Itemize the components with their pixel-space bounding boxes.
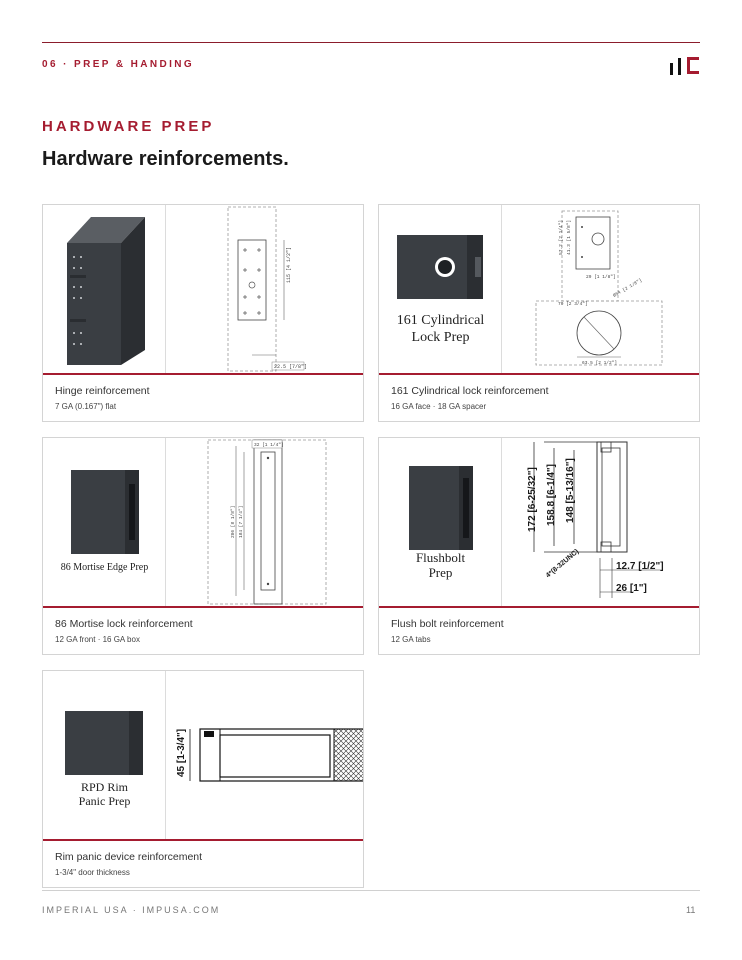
mortise-drawing [166, 438, 363, 606]
rim-panic-drawing [166, 671, 363, 839]
flushbolt-drawing [502, 438, 699, 606]
cyl-dim-2: 41.3 [1 5/8"] [567, 219, 572, 255]
eyebrow-heading: HARDWARE PREP [42, 118, 215, 135]
imperial-logo [669, 55, 701, 75]
hinge-drawing [166, 205, 363, 373]
page-number: 11 [686, 905, 696, 915]
flushbolt-dim-2: 158.8 [6-1/4"] [546, 464, 557, 526]
footer-rule [42, 890, 700, 891]
mortise-photo [43, 438, 166, 606]
page-title: Hardware reinforcements. [42, 148, 289, 170]
card-caption: Rim panic device reinforcement [55, 851, 203, 863]
caption-accent-bar [379, 606, 699, 608]
caption-accent-bar [43, 373, 363, 375]
rpd-dim-1: 45 [1-3/4"] [176, 728, 187, 777]
photo-label-line-1: RPD Rim [80, 780, 128, 794]
card-flushbolt-reinforcement [378, 437, 700, 655]
card-rim-panic-reinforcement [42, 670, 364, 888]
hinge-dim-width: 22.5 [7/8"] [274, 364, 308, 370]
caption-accent-bar [43, 606, 363, 608]
flushbolt-dim-3: 148 [5-13/16"] [565, 458, 576, 523]
mortise-dim-2: 206 [8 1/8"] [231, 505, 236, 538]
card-subcaption: 7 GA (0.167") flat [55, 402, 117, 411]
mortise-dim-3: 184 [7 1/4"] [239, 505, 244, 538]
footer-brand: IMPERIAL USA · IMPUSA.COM [42, 905, 221, 915]
flushbolt-photo [379, 438, 502, 606]
card-hinge-reinforcement [42, 204, 364, 422]
photo-label: 86 Mortise Edge Prep [60, 562, 149, 573]
photo-label-line-2: Panic Prep [78, 794, 131, 808]
card-cylindrical-reinforcement [378, 204, 700, 422]
cylindrical-drawing [502, 205, 699, 373]
card-mortise-reinforcement [42, 437, 364, 655]
section-label: 06 · PREP & HANDING [42, 59, 195, 70]
caption-accent-bar [43, 839, 363, 841]
cyl-dim-3: 29 [1 1/8"] [586, 275, 616, 280]
cyl-dim-6: 63.5 [2 1/2"] [582, 361, 618, 366]
hinge-photo [43, 205, 166, 373]
card-subcaption: 1-3/4" door thickness [55, 868, 130, 877]
hinge-dim-height: 115 [4 1/2"] [286, 246, 292, 283]
rim-panic-photo [43, 671, 166, 839]
card-subcaption: 12 GA tabs [391, 635, 431, 644]
caption-accent-bar [379, 373, 699, 375]
card-caption: Hinge reinforcement [55, 385, 150, 397]
cylindrical-photo [379, 205, 502, 373]
flushbolt-dim-1: 172 [6-25/32"] [527, 467, 538, 532]
photo-label-line-1: 161 Cylindrical [396, 313, 485, 328]
card-subcaption: 16 GA face · 18 GA spacer [391, 402, 487, 411]
photo-label-line-2: Prep [428, 565, 453, 580]
cyl-dim-4: 70 [2 3/4"] [558, 302, 588, 307]
cyl-dim-1: 57.2 [2 1/4"] [559, 219, 564, 255]
card-subcaption: 12 GA front · 16 GA box [55, 635, 140, 644]
photo-label-line-1: Flushbolt [415, 550, 466, 565]
flushbolt-dim-5: 12.7 [1/2"] [616, 561, 664, 572]
mortise-dim-1: 32 [1 1/4"] [254, 443, 284, 448]
card-caption: Flush bolt reinforcement [391, 618, 504, 630]
top-rule [42, 42, 700, 43]
card-caption: 86 Mortise lock reinforcement [55, 618, 193, 630]
photo-label-line-2: Lock Prep [411, 330, 470, 345]
flushbolt-dim-6: 26 [1"] [616, 583, 647, 594]
card-caption: 161 Cylindrical lock reinforcement [391, 385, 549, 397]
cyl-dim-5: Ø54 [2 1/8"] [612, 278, 644, 299]
flushbolt-dim-4: 4*(8-32UNC) [544, 548, 581, 580]
